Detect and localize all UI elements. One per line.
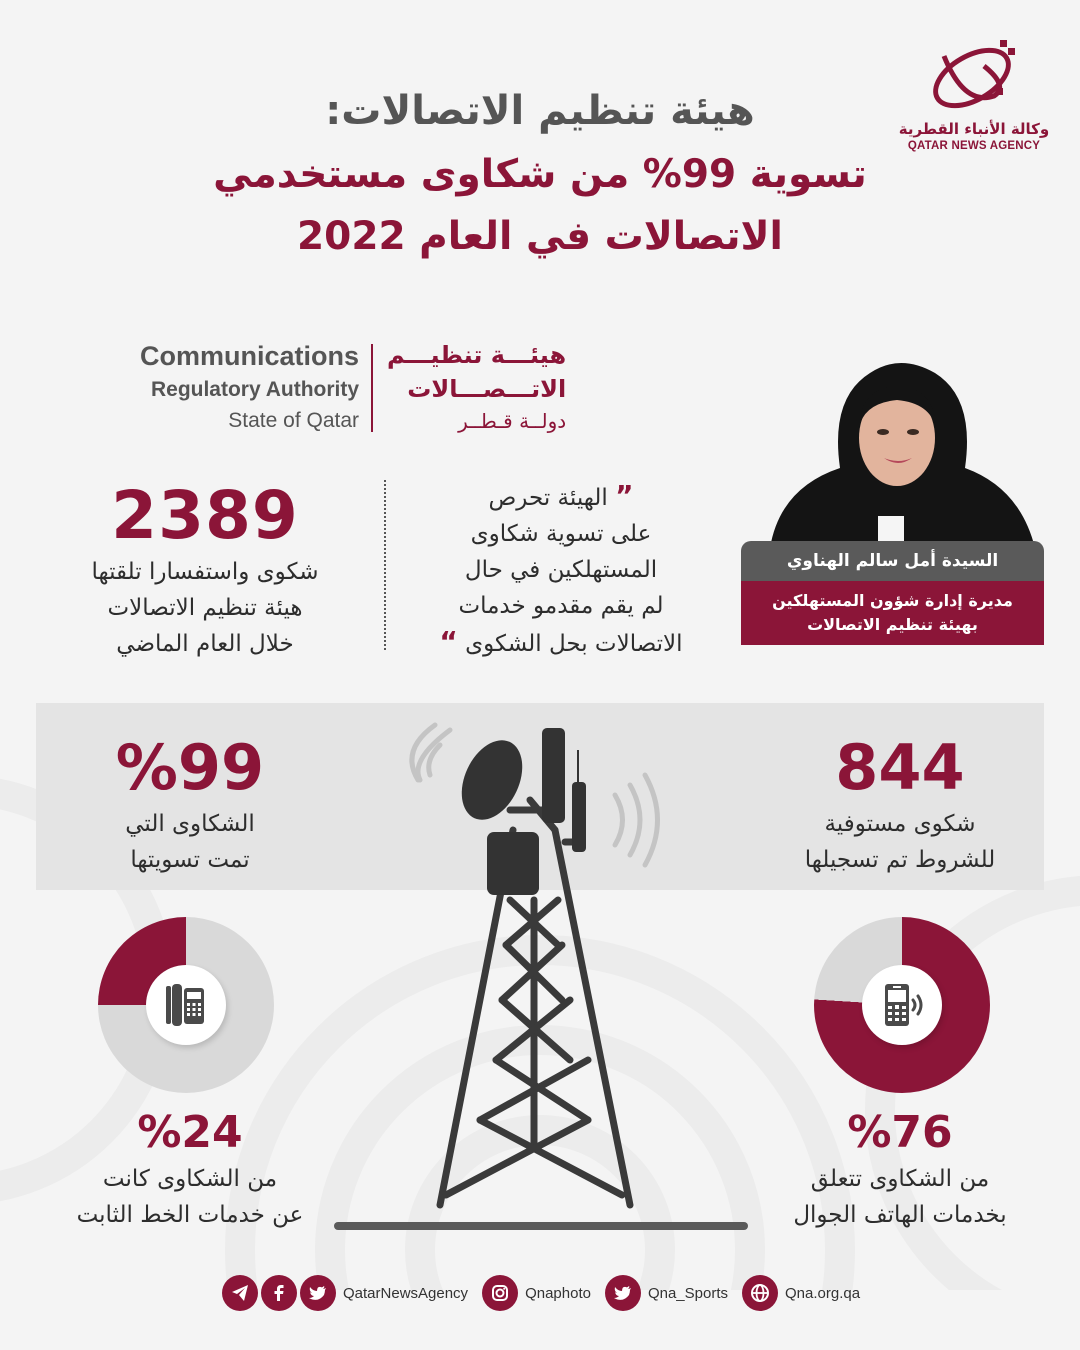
mobile-donut-chart: [814, 917, 990, 1093]
stat-resolved: [80, 730, 300, 878]
stat-mobile: [760, 1105, 1040, 1233]
official-name-card: [741, 541, 1044, 645]
quote-line2: على تسوية شكاوى: [470, 521, 652, 547]
quote-open-mark: ”: [615, 479, 634, 512]
cra-ar-line3: دولــة قـطــر: [458, 409, 567, 433]
stat-desc-line2: تمت تسويتها: [130, 847, 250, 873]
landline-phone-icon: [163, 982, 209, 1028]
stat-desc-line2: للشروط تم تسجيلها: [804, 847, 996, 873]
official-title-line2: بهيئة تنظيم الاتصالات: [807, 615, 978, 634]
stat-desc-line1: الشكاوى التي: [125, 811, 255, 837]
globe-icon[interactable]: [742, 1275, 778, 1311]
stat-value: %76: [847, 1107, 953, 1158]
stat-desc-line2: هيئة تنظيم الاتصالات: [107, 595, 303, 621]
twitter-sports-icon[interactable]: [605, 1275, 641, 1311]
telegram-icon[interactable]: [222, 1275, 258, 1311]
dotted-divider: [384, 480, 386, 650]
stat-landline: [40, 1105, 340, 1233]
stat-value: %24: [137, 1107, 243, 1158]
twitter-icon[interactable]: [300, 1275, 336, 1311]
cra-ar-line2: الاتـــصـــالات: [407, 375, 567, 403]
qna-logo-english: QATAR NEWS AGENCY: [907, 140, 1041, 152]
handle-instagram[interactable]: Qnaphoto: [525, 1284, 591, 1302]
cra-en-line3: State of Qatar: [228, 409, 360, 432]
landline-icon-holder: [146, 965, 226, 1045]
stat-complaints-received: [50, 478, 360, 662]
stat-desc-line1: شكوى واستفسارا تلقتها: [91, 559, 319, 585]
official-name: السيدة أمل سالم الهناوي: [741, 541, 1044, 581]
stat-desc-line1: من الشكاوى كانت: [102, 1166, 278, 1192]
telecom-tower-icon: [330, 700, 750, 1240]
quote-line5: الاتصالات بحل الشكوى: [465, 631, 683, 657]
headline-line1: هيئة تنظيم الاتصالات:: [325, 88, 755, 134]
social-footer: [222, 1274, 874, 1312]
quote-line1: الهيئة تحرص: [488, 485, 608, 511]
cra-logo-arabic: [373, 338, 566, 438]
website-link[interactable]: Qna.org.qa: [785, 1284, 861, 1302]
official-title-line1: مديرة إدارة شؤون المستهلكين: [772, 591, 1013, 610]
official-portrait: [760, 338, 1040, 548]
qna-logo-arabic: وكالة الأنباء القطرية: [898, 120, 1050, 138]
cra-en-line2: Regulatory Authority: [150, 378, 360, 401]
instagram-icon[interactable]: [482, 1275, 518, 1311]
stat-desc-line1: شكوى مستوفية: [824, 811, 976, 837]
stat-desc-line3: خلال العام الماضي: [116, 631, 294, 657]
headline: [150, 82, 930, 268]
official-quote: [400, 478, 722, 662]
headline-line2: تسوية 99% من شكاوى مستخدمي: [213, 152, 867, 197]
mobile-phone-icon: [877, 980, 927, 1030]
stat-desc-line2: بخدمات الهاتف الجوال: [793, 1202, 1007, 1228]
cra-logo-english: [140, 338, 371, 438]
quote-close-mark: “: [439, 625, 458, 658]
quote-line4: لم يقم مقدمو خدمات: [458, 593, 664, 619]
facebook-icon[interactable]: [261, 1275, 297, 1311]
stat-registered: [770, 730, 1030, 878]
cra-en-line1: Communications: [140, 341, 360, 371]
stat-desc-line2: عن خدمات الخط الثابت: [76, 1202, 304, 1228]
stat-value: 2389: [111, 477, 299, 554]
qna-emblem-icon: [924, 36, 1024, 116]
handle-sports[interactable]: Qna_Sports: [647, 1284, 728, 1302]
cra-ar-line1: هيئـــة تنظيـــم: [387, 341, 567, 369]
mobile-icon-holder: [862, 965, 942, 1045]
quote-line3: المستهلكين في حال: [464, 557, 658, 583]
stat-desc-line1: من الشكاوى تتعلق: [810, 1166, 990, 1192]
handle-main[interactable]: QatarNewsAgency: [343, 1284, 469, 1302]
stat-value: %99: [115, 731, 265, 804]
cra-logo: [140, 338, 566, 438]
landline-donut-chart: [98, 917, 274, 1093]
stat-value: 844: [835, 731, 965, 804]
headline-line3: الاتصالات في العام 2022: [297, 214, 783, 259]
official-title: [741, 581, 1044, 645]
